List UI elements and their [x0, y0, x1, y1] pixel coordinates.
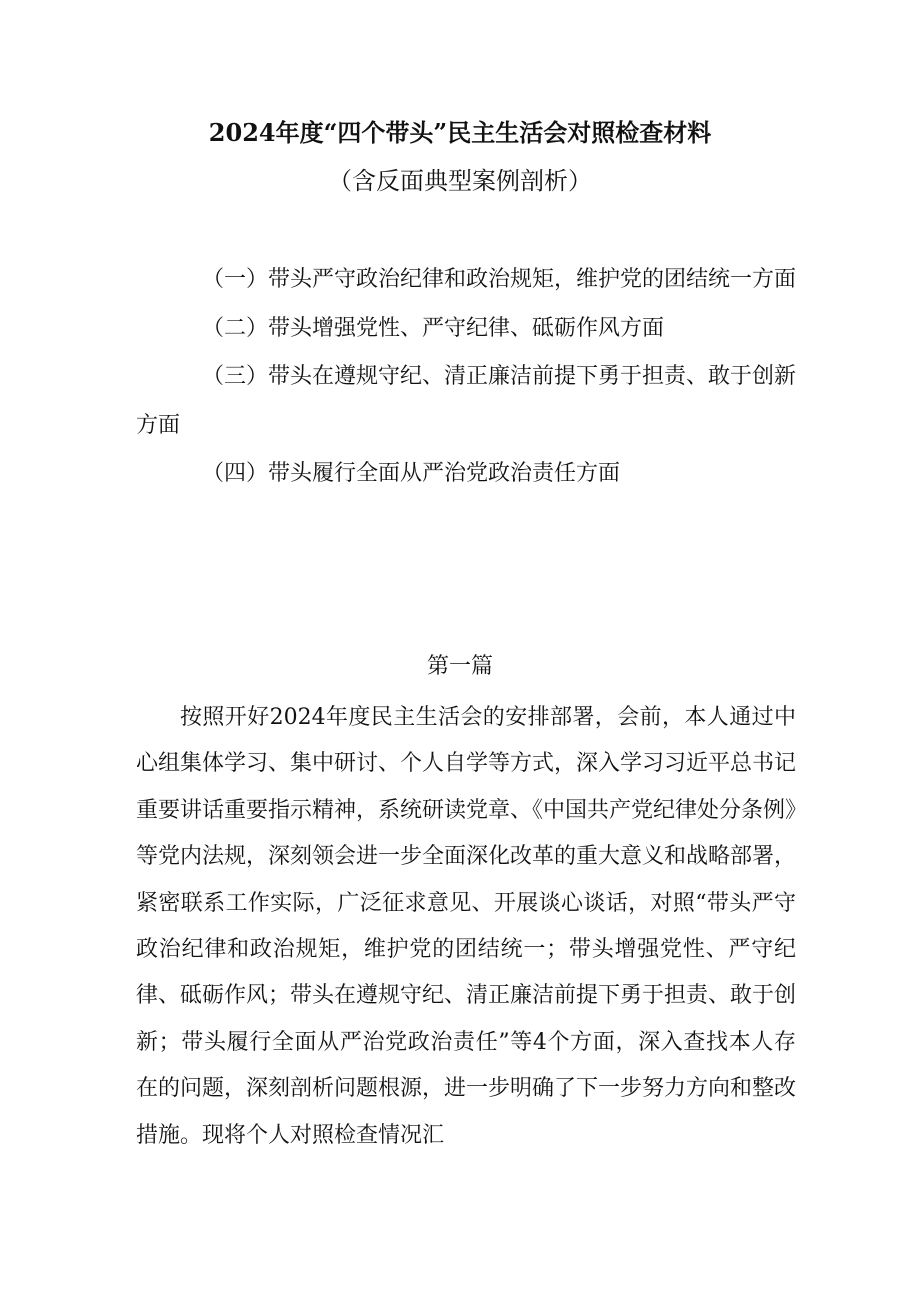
outline-item-4: （四）带头履行全面从严治党政治责任方面	[202, 461, 621, 486]
body-paragraph: 按照开好2024年度民主生活会的安排部署，会前，本人通过中心组集体学习、集中研讨、个人自学等方式，深入学习习近平总书记重要讲话重要指示精神，系统研读党章、《中国共产党纪律处分条例》等党内法规，深刻领会进一步全面深化改革的重大意义和战略部署，紧密联系工作实际，广泛征求意见、开展谈心谈话，对照“带头严守政治纪律和政治规矩，维护党的团结统一；带头增强党性、严守纪律、砥砺作风；带头在遵规守纪、清正廉洁前提下勇于担责、敢于创新；带头履行全面从严治党政治责任”等4个方面，深入查找本人存在的问题，深刻剖析问题根源，进一步明确了下一步努力方向和整改措施。现将个人对照检查情况汇	[136, 705, 797, 1148]
outline-item-1: （一）带头严守政治纪律和政治规矩，维护党的团结统一方面	[202, 267, 797, 292]
outline-list	[136, 256, 796, 499]
outline-item-3: （三）带头在遵规守纪、清正廉洁前提下勇于担责、敢于创新方面	[136, 364, 797, 438]
document-title: 2024年度“四个带头”民主生活会对照检查材料	[208, 118, 712, 147]
document-subtitle: （含反面典型案例剖析）	[328, 167, 592, 195]
section-title: 第一篇	[426, 654, 493, 679]
outline-item-2: （二）带头增强党性、严守纪律、砥砺作风方面	[202, 315, 665, 341]
